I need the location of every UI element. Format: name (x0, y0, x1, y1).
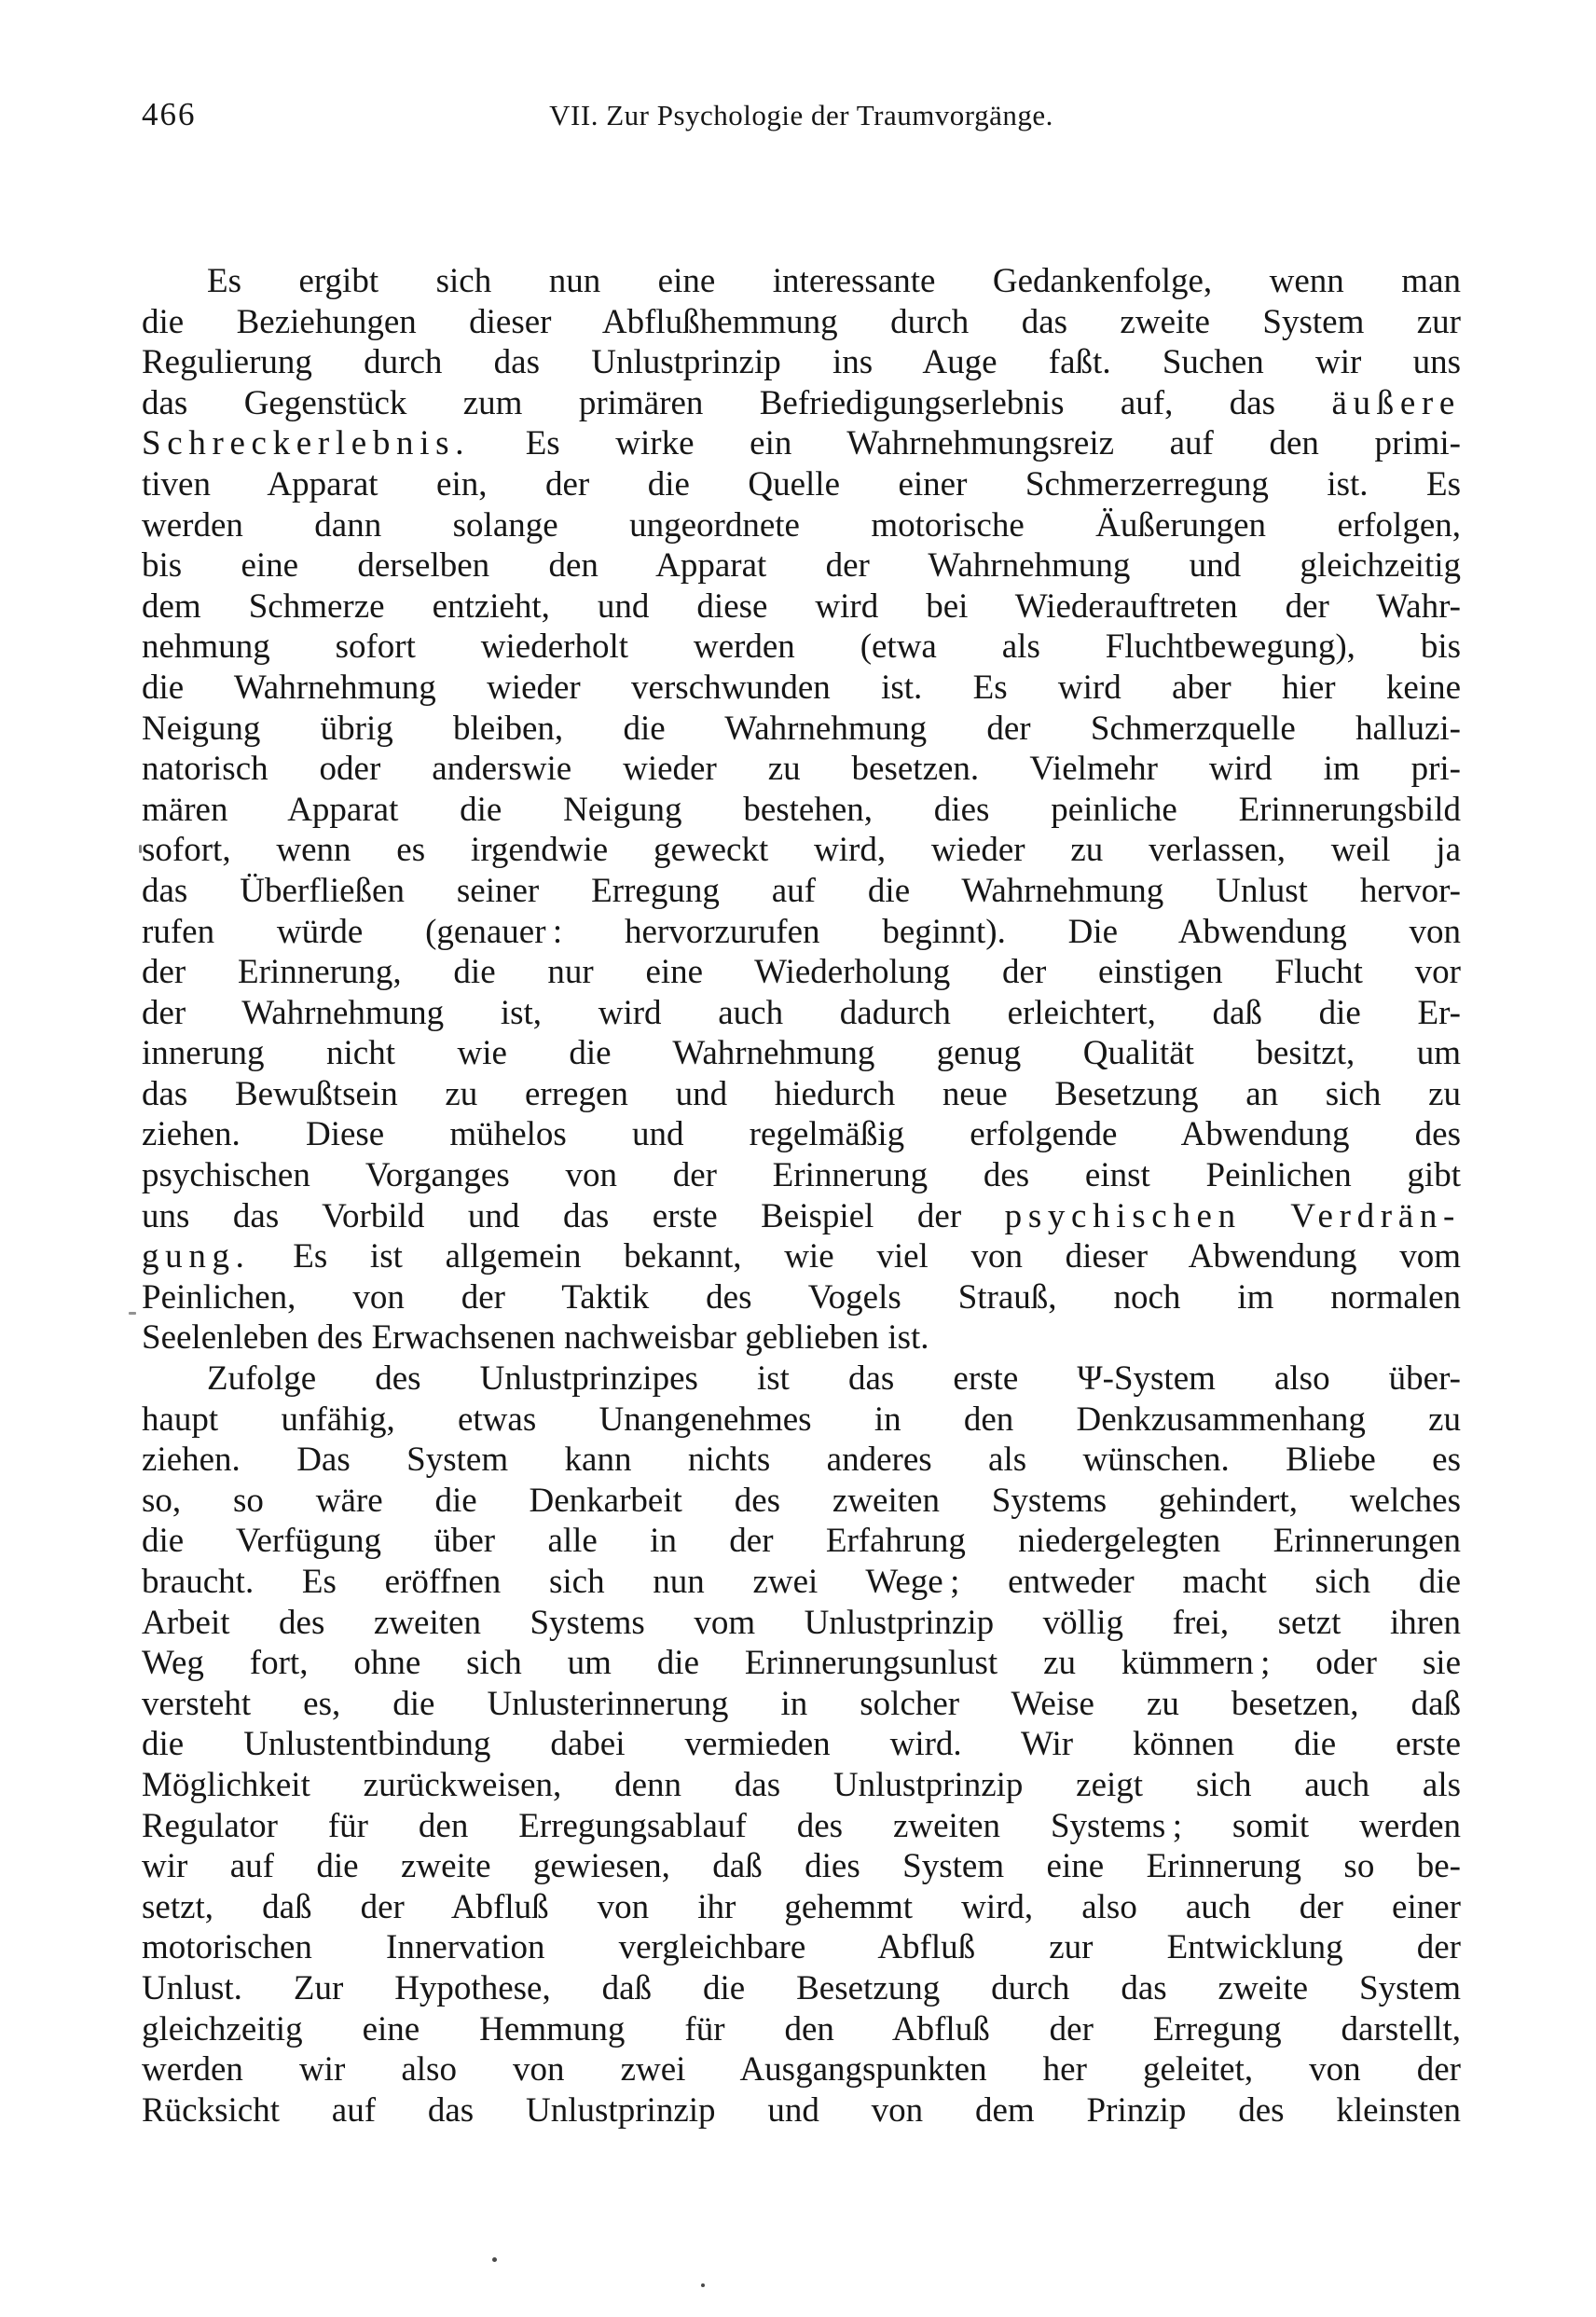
text-segment: das Gegenstück zum primären Befriedigungserlebnis auf, das (142, 383, 1332, 422)
text-line (142, 1481, 1461, 1522)
scan-speck (492, 2257, 497, 2262)
text-line (142, 830, 1461, 871)
page-number: 466 (142, 96, 197, 132)
text-line (142, 1968, 1461, 2009)
text-segment: das Überfließen seiner Erregung auf die Wahrnehmung Unlust hervor- (142, 871, 1461, 910)
text-segment: rufen würde (genauer : hervorzurufen beginnt). Die Abwendung von (142, 912, 1461, 951)
scan-speck (139, 845, 142, 853)
text-segment: psychischen Vorganges von der Erinnerung des einst Peinlichen gibt (142, 1156, 1461, 1195)
text-line (142, 1765, 1461, 1806)
text-segment: versteht es, die Unlusterinnerung in solcher Weise zu besetzen, daß (142, 1684, 1461, 1723)
text-segment: der Erinnerung, die nur eine Wiederholung der einstigen Flucht vor (142, 953, 1461, 992)
text-segment: Unlust. Zur Hypothese, daß die Besetzung durch das zweite System (142, 1968, 1461, 2007)
text-segment: Peinlichen, von der Taktik des Vogels Strauß, noch im normalen (142, 1277, 1461, 1317)
text-line (142, 1521, 1461, 1562)
text-segment: uns das Vorbild und das erste Beispiel der (142, 1196, 1005, 1235)
page-body (142, 261, 1461, 2131)
text-segment: werden wir also von zwei Ausgangspunkten her geleitet, von der (142, 2050, 1461, 2089)
text-segment: der Wahrnehmung ist, wird auch dadurch erleichtert, daß die Er- (142, 993, 1461, 1032)
text-line (142, 1196, 1461, 1237)
text-segment: mären Apparat die Neigung bestehen, dies peinliche Erinnerungsbild (142, 790, 1461, 829)
text-segment: ziehen. Das System kann nichts anderes als wünschen. Bliebe es (142, 1441, 1461, 1480)
text-segment: haupt unfähig, etwas Unangenehmes in den Denkzusammenhang zu (142, 1400, 1461, 1439)
emphasized-text: äußere (1331, 383, 1461, 422)
text-line (142, 790, 1461, 831)
text-line (142, 342, 1461, 383)
text-line (142, 2009, 1461, 2050)
text-line (142, 383, 1461, 424)
text-segment: Weg fort, ohne sich um die Erinnerungsunlust zu kümmern ; oder sie (142, 1644, 1461, 1683)
text-line (142, 261, 1461, 302)
text-line (142, 2049, 1461, 2090)
text-line (142, 1562, 1461, 1603)
running-head-title: VII. Zur Psychologie der Traumvorgänge. (549, 99, 1053, 131)
text-line (142, 586, 1461, 628)
text-segment: nehmung sofort wiederholt werden (etwa als Fluchtbewegung), bis (142, 628, 1461, 667)
text-segment: sofort, wenn es irgendwie geweckt wird, wieder zu verlassen, weil ja (142, 831, 1461, 870)
text-line (142, 1927, 1461, 1968)
paragraph (142, 1358, 1461, 2131)
text-segment: dem Schmerze entzieht, und diese wird bei Wiederauftreten der Wahr- (142, 586, 1461, 626)
text-segment: motorischen Innervation vergleichbare Abfluß zur Entwicklung der (142, 1928, 1461, 1967)
text-line (142, 1806, 1461, 1847)
text-segment: Neigung übrig bleiben, die Wahrnehmung der Schmerzquelle halluzi- (142, 709, 1461, 748)
text-segment: bis eine derselben den Apparat der Wahrnehmung und gleichzeitig (142, 546, 1461, 586)
emphasized-text: psychischen Verdrän- (1004, 1196, 1461, 1235)
text-line (142, 505, 1461, 546)
text-line (142, 2090, 1461, 2131)
text-segment: die Unlustentbindung dabei vermieden wird. Wir können die erste (142, 1725, 1461, 1764)
text-segment: Regulator für den Erregungsablauf des zweiten Systems ; somit werden (142, 1806, 1461, 1845)
text-segment: braucht. Es eröffnen sich nun zwei Wege ; entweder macht sich die (142, 1563, 1461, 1601)
text-line (142, 952, 1461, 993)
text-line (142, 993, 1461, 1034)
text-line (142, 302, 1461, 343)
text-segment: Rücksicht auf das Unlustprinzip und von dem Prinzip des kleinsten (142, 2090, 1461, 2130)
text-line (142, 749, 1461, 790)
text-line (142, 1400, 1461, 1441)
text-segment: gleichzeitig eine Hemmung für den Abfluß der Erregung darstellt, (142, 2009, 1461, 2048)
text-line (142, 1155, 1461, 1196)
text-line (142, 1684, 1461, 1725)
text-segment: Es wirke ein Wahrnehmungsreiz auf den primi- (470, 424, 1461, 463)
text-line (142, 1643, 1461, 1684)
text-line (142, 1603, 1461, 1644)
text-line (142, 423, 1461, 464)
text-line (142, 1317, 1461, 1358)
scan-speck (129, 1312, 136, 1315)
text-segment: die Wahrnehmung wieder verschwunden ist. Es wird aber hier keine (142, 668, 1461, 707)
text-line (142, 545, 1461, 586)
text-segment: Regulierung durch das Unlustprinzip ins Auge faßt. Suchen wir uns (142, 343, 1461, 382)
paragraph (142, 261, 1461, 1358)
text-segment: die Beziehungen dieser Abflußhemmung durch das zweite System zur (142, 302, 1461, 341)
page-header (142, 94, 1461, 137)
text-line (142, 912, 1461, 953)
text-segment: natorisch oder anderswie wieder zu besetzen. Vielmehr wird im pri- (142, 750, 1461, 789)
text-segment: das Bewußtsein zu erregen und hiedurch neue Besetzung an sich zu (142, 1074, 1461, 1113)
text-line (142, 871, 1461, 912)
text-line (142, 1440, 1461, 1481)
text-line (142, 464, 1461, 505)
text-segment: Zufolge des Unlustprinzipes ist das erste Ψ-System also über- (207, 1359, 1461, 1399)
text-segment: so, so wäre die Denkarbeit des zweiten Systems gehindert, welches (142, 1481, 1461, 1520)
text-line (142, 1236, 1461, 1277)
text-line (142, 1074, 1461, 1115)
text-segment: setzt, daß der Abfluß von ihr gehemmt wird, also auch der einer (142, 1887, 1461, 1926)
text-segment: tiven Apparat ein, der die Quelle einer Schmerzerregung ist. Es (142, 464, 1461, 503)
text-segment: Seelenleben des Erwachsenen nachweisbar geblieben ist. (142, 1318, 929, 1358)
text-segment: werden dann solange ungeordnete motorische Äußerungen erfolgen, (142, 505, 1461, 545)
text-line (142, 1846, 1461, 1887)
text-line (142, 668, 1461, 709)
text-line (142, 1114, 1461, 1155)
text-line (142, 1358, 1461, 1400)
text-segment: wir auf die zweite gewiesen, daß dies System eine Erinnerung so be- (142, 1847, 1461, 1886)
text-line (142, 1887, 1461, 1928)
text-segment: Es ergibt sich nun eine interessante Gedankenfolge, wenn man (207, 262, 1461, 300)
text-segment: Arbeit des zweiten Systems vom Unlustprinzip völlig frei, setzt ihren (142, 1603, 1461, 1642)
text-line (142, 1724, 1461, 1765)
emphasized-text: Schreckerlebnis. (142, 424, 471, 463)
text-segment: ziehen. Diese mühelos und regelmäßig erfolgende Abwendung des (142, 1115, 1461, 1154)
text-segment: innerung nicht wie die Wahrnehmung genug Qualität besitzt, um (142, 1034, 1461, 1073)
scan-speck (701, 2283, 705, 2287)
text-line (142, 627, 1461, 668)
text-segment: Möglichkeit zurückweisen, denn das Unlustprinzip zeigt sich auch als (142, 1765, 1461, 1804)
text-line (142, 709, 1461, 750)
text-segment: die Verfügung über alle in der Erfahrung niedergelegten Erinnerungen (142, 1522, 1461, 1561)
text-segment: Es ist allgemein bekannt, wie viel von dieser Abwendung vom (250, 1237, 1461, 1276)
emphasized-text: gung. (142, 1237, 251, 1276)
text-line (142, 1033, 1461, 1074)
text-line (142, 1277, 1461, 1318)
